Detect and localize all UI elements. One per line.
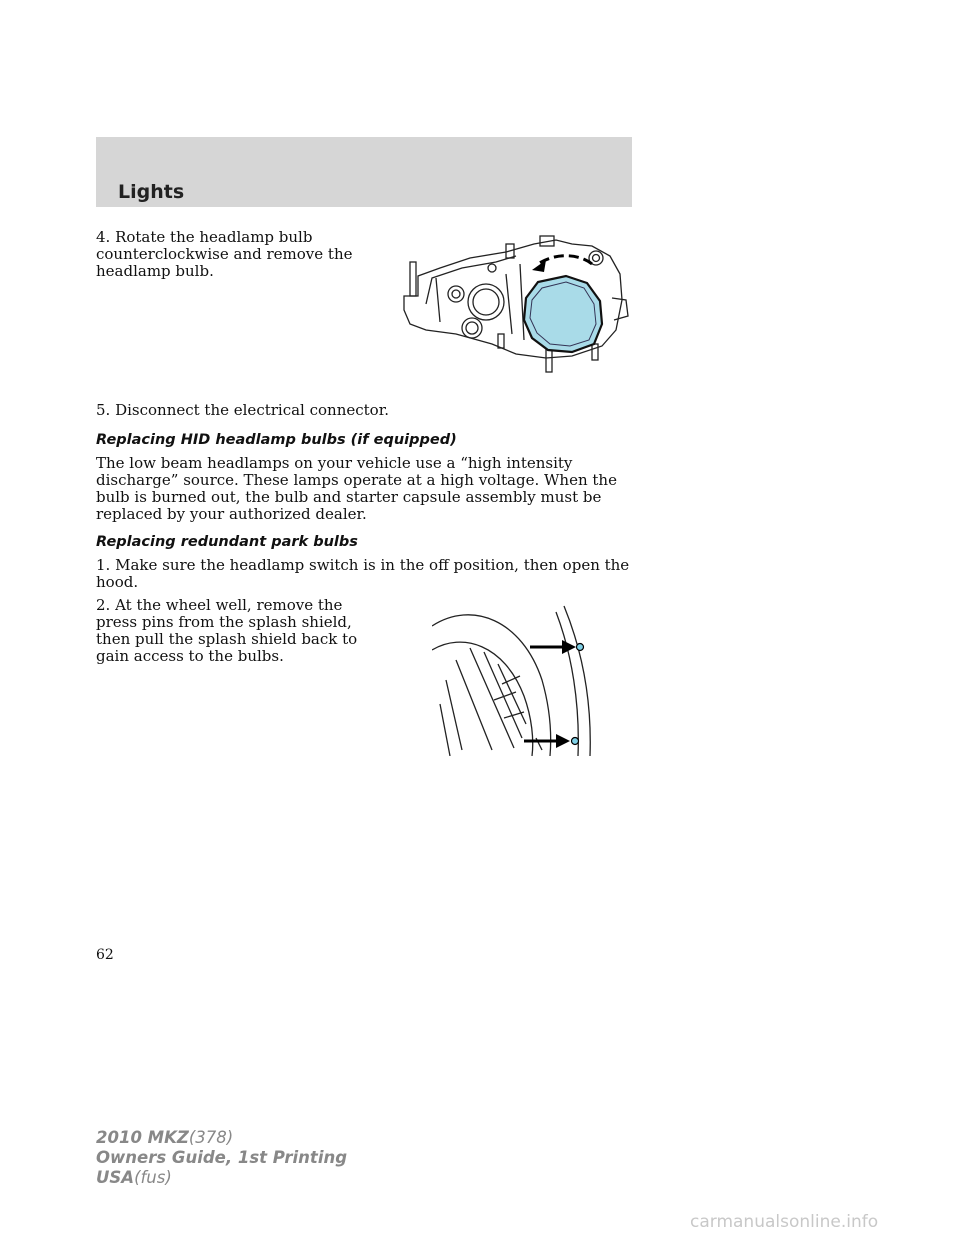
document-footer [96,1128,347,1188]
park-heading: Replacing redundant park bulbs [96,534,358,550]
watermark: carmanualsonline.info [690,1212,879,1232]
step-4-text: 4. Rotate the headlamp bulb counterclockwise and remove the headlamp bulb. [96,228,353,280]
footer-region: USA [96,1168,135,1187]
section-header [96,137,632,207]
footer-model-code: (378) [188,1128,234,1147]
page-number: 62 [96,947,114,963]
park-step-1: 1. Make sure the headlamp switch is in the off position, then open the hood. [96,556,630,591]
hid-body: The low beam headlamps on your vehicle use a “high intensity discharge” source. These lamps operate at a high voltage. When the bulb is burned out, the bulb and starter capsule assembly must be replaced by your authorized dealer. [96,454,617,523]
footer-guide: Owners Guide, 1st Printing [96,1148,348,1167]
footer-model: 2010 MKZ [96,1128,189,1147]
step-5-text: 5. Disconnect the electrical connector. [96,401,389,419]
park-step-2: 2. At the wheel well, remove the press pins from the splash shield, then pull the splash shield back to gain access to the bulbs. [96,596,358,665]
hid-heading: Replacing HID headlamp bulbs (if equipped) [96,432,457,448]
headlamp-bulb-illustration [396,234,636,374]
wheel-well-illustration [432,600,602,756]
footer-region-code: (fus) [134,1168,172,1187]
section-title: Lights [118,181,185,203]
